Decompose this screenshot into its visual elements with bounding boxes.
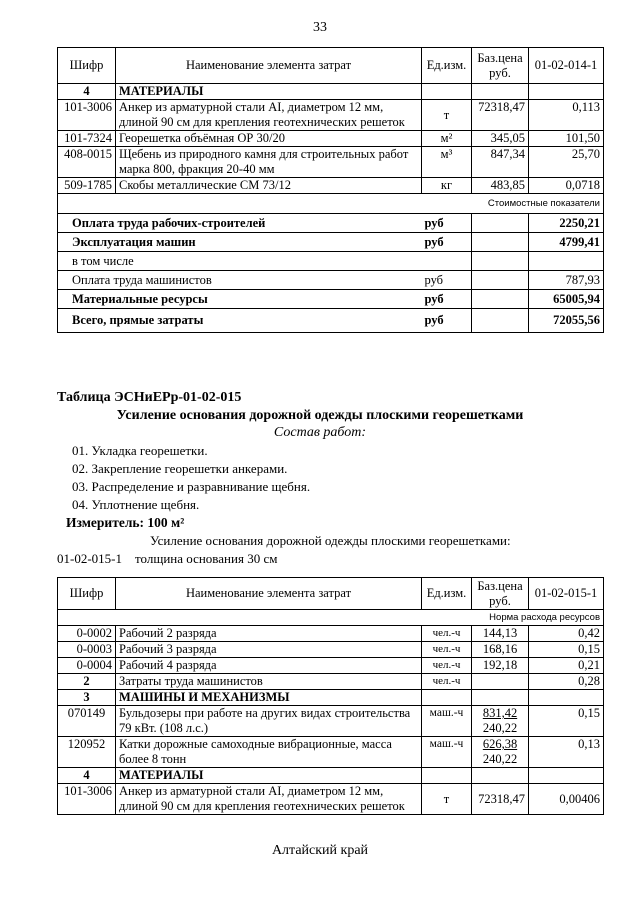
resource-value: 0,28	[529, 674, 604, 690]
resource-unit: т	[422, 100, 472, 131]
cost-value: 72055,56	[529, 309, 604, 333]
header-unit: Ед.изм.	[422, 578, 472, 610]
table-subtitle: Усиление основания дорожной одежды плоскими георешетками	[116, 408, 524, 423]
table-row	[58, 658, 604, 674]
section-number: 4	[58, 768, 116, 784]
header-norm: 01-02-014-1	[529, 48, 604, 84]
resource-price: 192,18	[472, 658, 529, 674]
table-title: Таблица ЭСНиЕРр-01-02-015	[57, 390, 242, 405]
cost-unit: руб	[422, 214, 472, 233]
header-price: Баз.цена руб.	[472, 48, 529, 84]
resource-price: 72318,47	[472, 784, 529, 815]
resource-unit: чел.-ч	[422, 674, 472, 690]
resource-value: 25,70	[529, 147, 604, 178]
section-number: 3	[58, 690, 116, 706]
resource-value: 0,113	[529, 100, 604, 131]
resource-price: 168,16	[472, 642, 529, 658]
resource-name: Рабочий 2 разряда	[116, 626, 422, 642]
cost-label: Материальные ресурсы	[58, 290, 422, 309]
resource-unit: чел.-ч	[422, 658, 472, 674]
resource-name: Анкер из арматурной стали AI, диаметром 12 мм, длиной 90 см для крепления геотехнических решеток	[116, 100, 422, 131]
cost-unit: руб	[422, 233, 472, 252]
cost-value: 65005,94	[529, 290, 604, 309]
code-line: 01-02-015-1 толщина основания 30 см	[57, 551, 278, 566]
resource-code: 120952	[58, 737, 116, 768]
table-row	[58, 784, 604, 815]
resource-name: Бульдозеры при работе на других видах строительства 79 кВт. (108 л.с.)	[116, 706, 422, 737]
resource-unit: м³	[422, 147, 472, 178]
resource-price: 626,38	[482, 737, 518, 751]
header-name: Наименование элемента затрат	[116, 48, 422, 84]
cost-label: Эксплуатация машин	[58, 233, 422, 252]
resource-value: 0,21	[529, 658, 604, 674]
resource-price: 847,34	[472, 147, 529, 178]
resource-name: Рабочий 3 разряда	[116, 642, 422, 658]
cost-label: Оплата труда рабочих-строителей	[58, 214, 422, 233]
cost-value: 787,93	[529, 271, 604, 290]
resource-name: Анкер из арматурной стали AI, диаметром 12 мм, длиной 90 см для крепления геотехнических решеток	[116, 784, 422, 815]
resource-name: Георешетка объёмная ОР 30/20	[116, 131, 422, 147]
resource-unit: м²	[422, 131, 472, 147]
resource-name: Затраты труда машинистов	[116, 674, 422, 690]
resource-code: 101-3006	[58, 100, 116, 131]
header-unit: Ед.изм.	[422, 48, 472, 84]
resource-name: Щебень из природного камня для строительных работ марка 800, фракция 20-40 мм	[116, 147, 422, 178]
resource-price: 483,85	[472, 178, 529, 194]
resource-value: 0,15	[529, 706, 604, 737]
resource-price-secondary: 240,22	[482, 721, 518, 735]
resource-name: Скобы металлические СМ 73/12	[116, 178, 422, 194]
cost-caption: Стоимостные показатели	[58, 194, 604, 214]
resource-value: 0,42	[529, 626, 604, 642]
cost-unit: руб	[422, 309, 472, 333]
resource-code: 509-1785	[58, 178, 116, 194]
resource-value: 101,50	[529, 131, 604, 147]
cost-value: 4799,41	[529, 233, 604, 252]
resource-unit: маш.-ч	[422, 737, 472, 768]
resource-table-1	[57, 47, 604, 333]
resource-code: 0-0003	[58, 642, 116, 658]
cost-label: Всего, прямые затраты	[58, 309, 422, 333]
resource-code: 408-0015	[58, 147, 116, 178]
section-title: МАТЕРИАЛЫ	[116, 768, 422, 784]
resource-price: 72318,47	[472, 100, 529, 131]
resource-code: 101-7324	[58, 131, 116, 147]
resource-unit: маш.-ч	[422, 706, 472, 737]
work-item: 04. Уплотнение щебня.	[72, 497, 200, 512]
resource-price: 144,13	[472, 626, 529, 642]
table-row	[58, 642, 604, 658]
resource-value: 0,15	[529, 642, 604, 658]
page-number: 33	[313, 20, 327, 35]
table-row	[58, 674, 604, 690]
norm-caption: Норма расхода ресурсов	[58, 610, 604, 626]
table-row	[58, 768, 604, 784]
works-title: Состав работ:	[273, 425, 367, 440]
table-row	[58, 178, 604, 194]
cost-unit: руб	[422, 290, 472, 309]
table-row	[58, 737, 604, 768]
resource-value: 0,0718	[529, 178, 604, 194]
section-title: МАШИНЫ И МЕХАНИЗМЫ	[116, 690, 422, 706]
resource-code: 101-3006	[58, 784, 116, 815]
resource-code: 0-0004	[58, 658, 116, 674]
work-item: 01. Укладка георешетки.	[72, 443, 208, 458]
resource-price-secondary: 240,22	[482, 752, 518, 766]
cost-value: 2250,21	[529, 214, 604, 233]
cost-unit: руб	[422, 271, 472, 290]
measure-unit: Измеритель: 100 м²	[66, 515, 185, 530]
work-item: 03. Распределение и разравнивание щебня.	[72, 479, 311, 494]
header-code: Шифр	[58, 578, 116, 610]
resource-table-2	[57, 577, 604, 815]
footer-region: Алтайский край	[271, 843, 369, 858]
resource-unit: т	[422, 784, 472, 815]
resource-price: 345,05	[472, 131, 529, 147]
table-row	[58, 100, 604, 131]
resource-unit: кг	[422, 178, 472, 194]
resource-name: Катки дорожные самоходные вибрационные, масса более 8 тонн	[116, 737, 422, 768]
header-name: Наименование элемента затрат	[116, 578, 422, 610]
cost-label: в том числе	[58, 252, 422, 271]
resource-name: Рабочий 4 разряда	[116, 658, 422, 674]
cost-label: Оплата труда машинистов	[58, 271, 422, 290]
table-row	[58, 147, 604, 178]
section-number: 2	[58, 674, 116, 690]
table-row	[58, 84, 604, 100]
resource-code: 0-0002	[58, 626, 116, 642]
table-row	[58, 131, 604, 147]
resource-unit: чел.-ч	[422, 642, 472, 658]
resource-value: 0,00406	[529, 784, 604, 815]
header-code: Шифр	[58, 48, 116, 84]
resource-price: 831,42	[482, 706, 518, 720]
resource-value: 0,13	[529, 737, 604, 768]
work-item: 02. Закрепление георешетки анкерами.	[72, 461, 288, 476]
header-norm: 01-02-015-1	[529, 578, 604, 610]
resource-code: 070149	[58, 706, 116, 737]
description: Усиление основания дорожной одежды плоскими георешетками:	[150, 533, 511, 548]
resource-unit: чел.-ч	[422, 626, 472, 642]
table-row	[58, 690, 604, 706]
table-row	[58, 706, 604, 737]
section-title: МАТЕРИАЛЫ	[116, 84, 422, 100]
header-price: Баз.цена руб.	[472, 578, 529, 610]
section-number: 4	[58, 84, 116, 100]
table-row	[58, 626, 604, 642]
